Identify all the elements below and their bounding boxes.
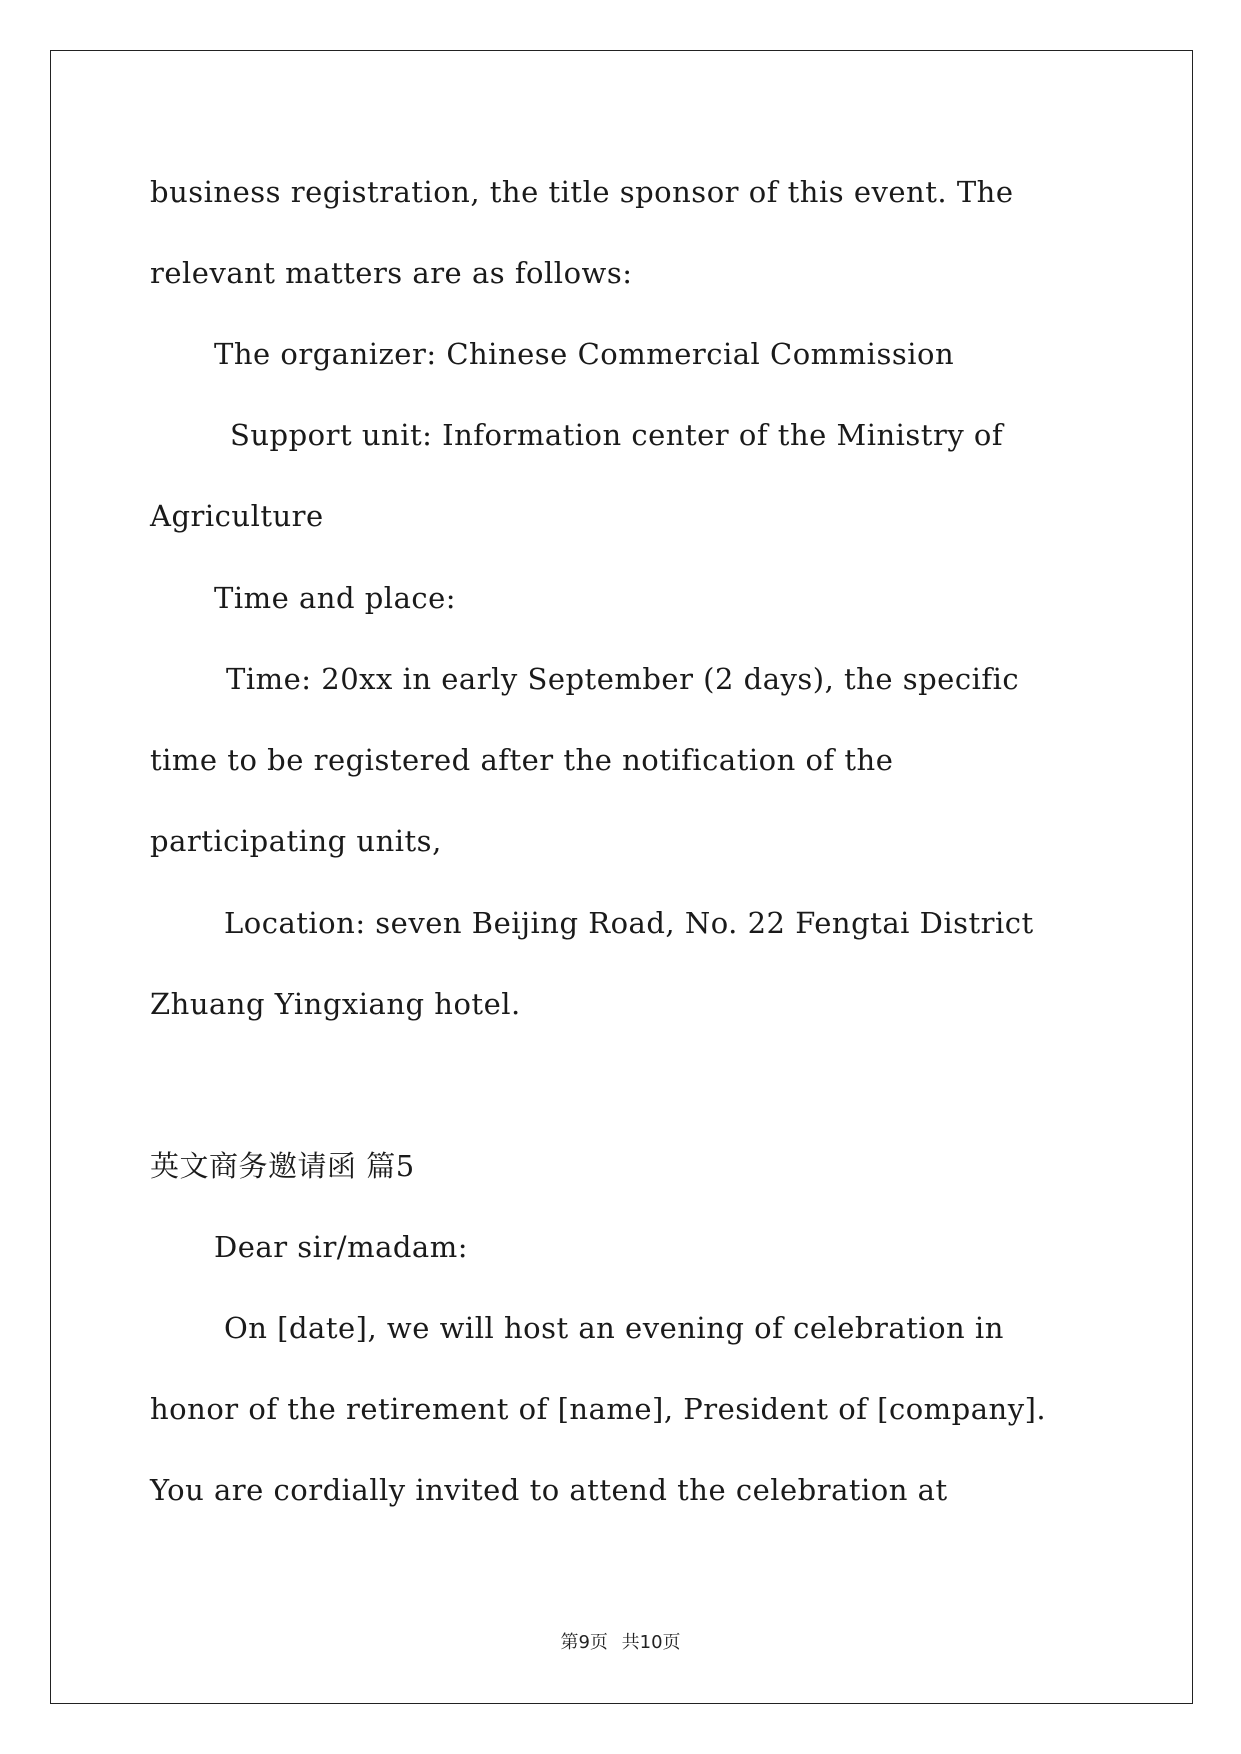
text-line: Dear sir/madam: xyxy=(214,1230,468,1264)
text-line: Agriculture xyxy=(150,499,324,533)
page-number: 第9页 xyxy=(560,1632,608,1653)
text-line: You are cordially invited to attend the celebration at xyxy=(150,1473,948,1507)
text-line: participating units, xyxy=(150,824,442,858)
text-line: honor of the retirement of [name], President of [company]. xyxy=(150,1392,1047,1426)
text-line: business registration, the title sponsor of this event. The xyxy=(150,175,1014,209)
page-border xyxy=(50,50,1193,1704)
text-line: Location: seven Beijing Road, No. 22 Fengtai District xyxy=(224,906,1034,940)
text-line: time to be registered after the notification of the xyxy=(150,743,894,777)
page-total: 共10页 xyxy=(621,1632,681,1653)
text-line: Time and place: xyxy=(214,581,457,615)
text-line: The organizer: Chinese Commercial Commission xyxy=(214,337,955,371)
text-line: Support unit: Information center of the Ministry of xyxy=(230,418,1004,452)
text-line: Time: 20xx in early September (2 days), the specific xyxy=(226,662,1020,696)
section-heading: 英文商务邀请函 篇5 xyxy=(150,1149,415,1183)
text-line: On [date], we will host an evening of celebration in xyxy=(224,1311,1004,1345)
text-line: relevant matters are as follows: xyxy=(150,256,633,290)
page-footer xyxy=(0,1628,1241,1654)
text-line: Zhuang Yingxiang hotel. xyxy=(150,987,521,1021)
